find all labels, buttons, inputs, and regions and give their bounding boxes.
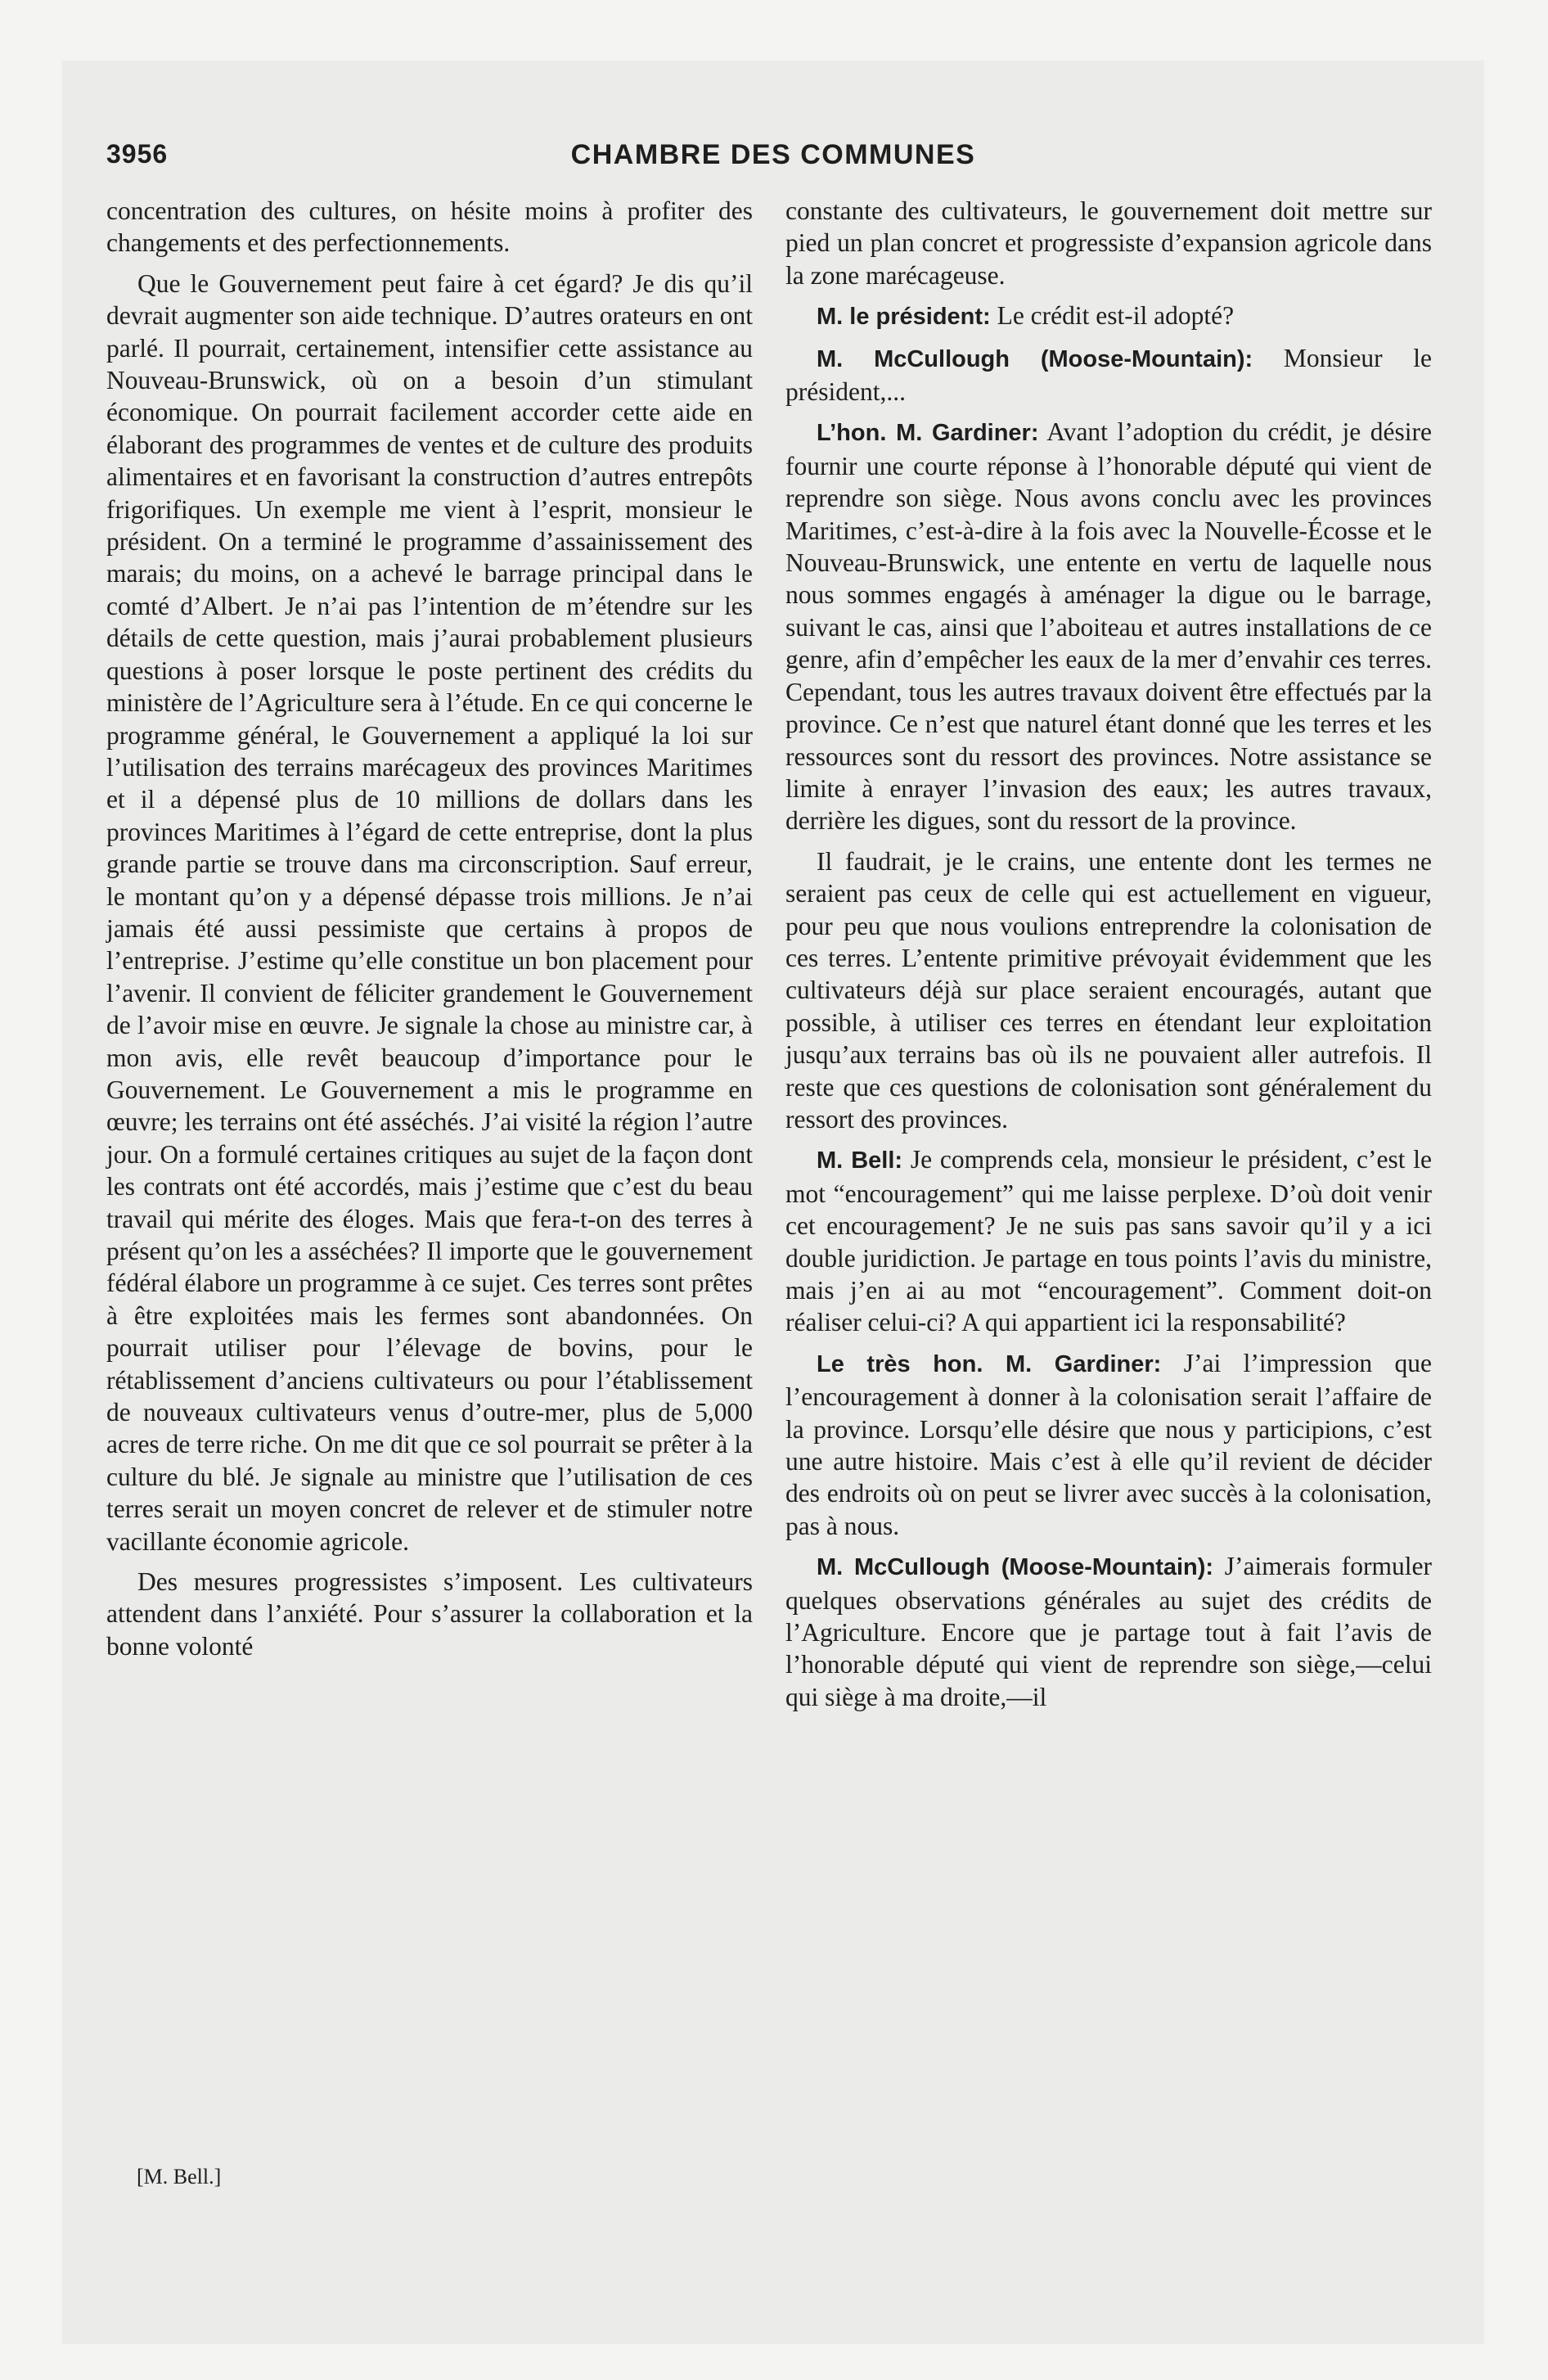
speech-text: Le crédit est-il adopté? [990,301,1235,331]
paragraph [785,1347,1432,1542]
left-column [106,195,753,1670]
paragraph [785,1143,1432,1338]
page-number: 3956 [106,139,169,169]
speaker-name: M. McCullough (Moose-Mountain): [817,1554,1214,1581]
paragraph: Des mesures progressistes s’imposent. Les cultivateurs attendent dans l’anxiété. Pour s’assurer la collaboration et la bonne volonté [106,1567,753,1661]
paragraph [785,300,1432,333]
speaker-name: M. McCullough (Moose-Mountain): [817,345,1253,372]
paragraph [785,342,1432,408]
speech-text: Monsieur le président,... [785,343,1432,407]
speaker-name: Le très hon. M. Gardiner: [817,1350,1162,1377]
running-head [106,139,1440,177]
speaker-footnote: [M. Bell.] [137,2165,222,2188]
speech-text: J’aimerais formuler quelques observations générales au sujet des crédits de l’Agriculture. Encore que je partage tout à fait l’avis de l’honorable député qui vient de reprendre son siège,—celui qui siège à ma droite,—il [785,1552,1433,1711]
speaker-name: L’hon. M. Gardiner: [817,420,1039,447]
speech-text: J’ai l’impression que l’encouragement à donner à la colonisation serait l’affaire de la province. Lorsqu’elle désire que nous y participions, c’est une autre histoire. Mais c’est à elle qu’il revient de décider des endroits où on peut se livrer avec succès à la colonisation, pas à nous. [785,1348,1433,1540]
speech-text: Je comprends cela, monsieur le président, c’est le mot “encouragement” qui me laisse perplexe. D’où doit venir cet encouragement? Je ne suis pas sans savoir qu’il y a ici double juridiction. Je partage en tous points l’avis du ministre, mais j’en ai au mot “encouragement”. Comment doit-on réaliser celui-ci? A qui appartient ici la responsabilité? [785,1145,1432,1337]
paragraph [785,1550,1432,1713]
speaker-name: M. le président: [817,304,991,331]
right-column [785,195,1432,1721]
paragraph: Il faudrait, je le crains, une entente dont les termes ne seraient pas ceux de celle qui est actuellement en vigueur, pour peu que nous voulions entreprendre la colonisation de ces terres. L’entente primitive prévoyait évidemment que les cultivateurs déjà sur place seraient encouragés, autant que possible, à utiliser ces terres en étendant leur exploitation jusqu’aux terrains bas où ils ne pouvaient aller autrefois. Il reste que ces questions de colonisation sont généralement du ressort des provinces. [785,846,1432,1134]
paragraph: Que le Gouvernement peut faire à cet égard? Je dis qu’il devrait augmenter son aide technique. D’autres orateurs en ont parlé. Il pourrait, certainement, intensifier cette assistance au Nouveau-Brunswick, où on a besoin d’un stimulant économique. On pourrait facilement accorder cette aide en élaborant des programmes de ventes et de culture des produits alimentaires et en favorisant la construction d’autres entrepôts frigorifiques. Un exemple me vient à l’esprit, monsieur le président. On a terminé le programme d’assainissement des marais; du moins, on a achevé le barrage principal dans le comté d’Albert. Je n’ai pas l’intention de m’étendre sur les détails de cette question, mais j’aurai probablement plusieurs questions à poser lorsque le poste pertinent des crédits du ministère de l’Agriculture sera à l’étude. En ce qui concerne le programme général, le Gouvernement a appliqué la loi sur l’utilisation des terrains marécageux des provinces Maritimes et il a dépensé plus de 10 millions de dollars dans les provinces Maritimes à l’égard de cette entreprise, dont la plus grande partie se trouve dans ma circonscription. Sauf erreur, le montant qu’on y a dépensé dépasse trois millions. Je n’ai jamais été aussi pessimiste que certains à propos de l’entreprise. J’estime qu’elle constitue un bon placement pour l’avenir. Il convient de féliciter grandement le Gouvernement de l’avoir mise en œuvre. Je signale la chose au ministre car, à mon avis, elle revêt beaucoup d’importance pour le Gouvernement. Le Gouvernement a mis le programme en œuvre; les terrains ont été asséchés. J’ai visité la région l’autre jour. On a formulé certaines critiques au sujet de la façon dont les contrats ont été accordés, mais j’estime que c’est du beau travail qui mérite des éloges. Mais que fera-t-on des terres à présent qu’on les a asséchées? Il importe que le gouvernement fédéral élabore un programme à ce sujet. Ces terres sont prêtes à être exploitées mais les fermes sont abandonnées. On pourrait utiliser pour l’élevage de bovins, pour le rétablissement d’anciens cultivateurs ou pour l’établissement de nouveaux cultivateurs venus d’outre-mer, plus de 5,000 acres de terre riche. On me dit que ce sol pourrait se prêter à la culture du blé. Je signale au ministre que l’utilisation de ces terres serait un moyen concret de relever et de stimuler notre vacillante économie agricole. [106,268,753,1556]
paragraph: constante des cultivateurs, le gouvernement doit mettre sur pied un plan concret et progressiste d’expansion agricole dans la zone marécageuse. [785,196,1432,290]
speaker-name: M. Bell: [817,1147,903,1174]
paragraph: concentration des cultures, on hésite moins à profiter des changements et des perfectionnements. [106,196,753,258]
speech-text: Avant l’adoption du crédit, je désire fournir une courte réponse à l’honorable député qui vient de reprendre son siège. Nous avons conclu avec les provinces Maritimes, c’est-à-dire à la fois avec la Nouvelle-Écosse et le Nouveau-Brunswick, une entente en vertu de laquelle nous nous sommes engagés à aménager la digue ou le barrage, suivant le cas, ainsi que l’aboiteau et autres installations de ce genre, afin d’empêcher les eaux de la mer d’envahir ces terres. Cependant, tous les autres travaux doivent être effectués par la province. Ce n’est que naturel étant donné que les terres et les ressources sont du ressort des provinces. Notre assistance se limite à enrayer l’invasion des eaux; les autres travaux, derrière les digues, sont du ressort de la province. [785,417,1432,836]
paragraph [785,416,1432,836]
page-title: CHAMBRE DES COMMUNES [570,139,976,170]
